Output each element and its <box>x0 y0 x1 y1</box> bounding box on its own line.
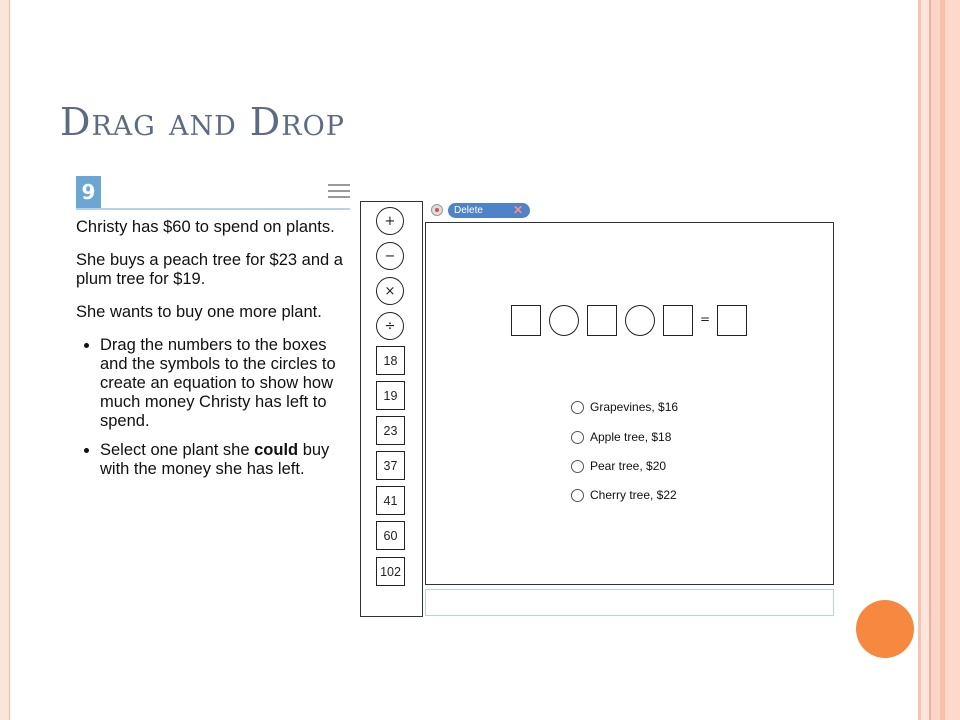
option-label: Grapevines, $16 <box>590 400 679 414</box>
number-token[interactable]: 102 <box>376 557 405 586</box>
number-token[interactable]: 60 <box>376 521 405 550</box>
question-number: 9 <box>76 176 101 208</box>
radio-button[interactable] <box>571 431 584 444</box>
radio-button[interactable] <box>571 460 584 473</box>
delete-label: Delete <box>454 205 483 216</box>
number-drop-box[interactable] <box>663 305 693 336</box>
instruction-text: buy with the money she has left. <box>100 441 330 478</box>
token-palette <box>360 201 423 617</box>
menu-icon[interactable] <box>328 184 350 200</box>
option-label: Pear tree, $20 <box>590 459 667 473</box>
question-paragraph: She wants to buy one more plant. <box>76 303 322 321</box>
operator-divide-token[interactable]: ÷ <box>376 312 404 340</box>
operator-drop-circle[interactable] <box>625 305 655 336</box>
accent-dot <box>856 600 914 658</box>
number-token[interactable]: 41 <box>376 486 405 515</box>
number-drop-box[interactable] <box>511 305 541 336</box>
right-border-decoration <box>918 0 960 720</box>
slide-title: Drag and Drop <box>60 100 345 144</box>
plant-option-apple-tree[interactable] <box>571 430 671 444</box>
instruction-item: • Drag the numbers to the boxes and the symbols to the circles to create an equation to show how much money Christy has left to spend. <box>100 336 356 431</box>
plant-option-cherry-tree[interactable] <box>571 488 677 502</box>
delete-mode-radio[interactable] <box>431 204 443 216</box>
left-border-line <box>9 0 10 720</box>
radio-button[interactable] <box>571 489 584 502</box>
delete-button[interactable] <box>448 203 530 218</box>
question-paragraph: She buys a peach tree for $23 and a plum tree for $19. <box>76 251 343 288</box>
instruction-list <box>76 336 356 479</box>
number-drop-box[interactable] <box>587 305 617 336</box>
plant-option-grapevines[interactable] <box>571 400 678 414</box>
number-token[interactable]: 37 <box>376 451 405 480</box>
question-header-rule <box>76 208 350 210</box>
question-paragraph: Christy has $60 to spend on plants. <box>76 218 335 236</box>
instruction-emphasis: could <box>254 441 299 459</box>
operator-times-token[interactable]: × <box>376 277 404 305</box>
radio-button[interactable] <box>571 401 584 414</box>
operator-plus-token[interactable]: + <box>376 207 404 235</box>
equals-sign: = <box>700 312 711 326</box>
instruction-text: Select one plant she <box>100 441 255 459</box>
answer-bar <box>425 589 834 616</box>
close-icon[interactable]: ✕ <box>512 203 523 217</box>
option-label: Apple tree, $18 <box>590 430 672 444</box>
operator-minus-token[interactable]: − <box>376 242 404 270</box>
operator-drop-circle[interactable] <box>549 305 579 336</box>
number-token[interactable]: 19 <box>376 381 405 410</box>
plant-option-pear-tree[interactable] <box>571 459 666 473</box>
instruction-item <box>100 441 356 479</box>
question-text <box>76 218 356 489</box>
number-token[interactable]: 18 <box>376 346 405 375</box>
number-token[interactable]: 23 <box>376 416 405 445</box>
result-drop-box[interactable] <box>717 305 747 336</box>
option-label: Cherry tree, $22 <box>590 488 677 502</box>
